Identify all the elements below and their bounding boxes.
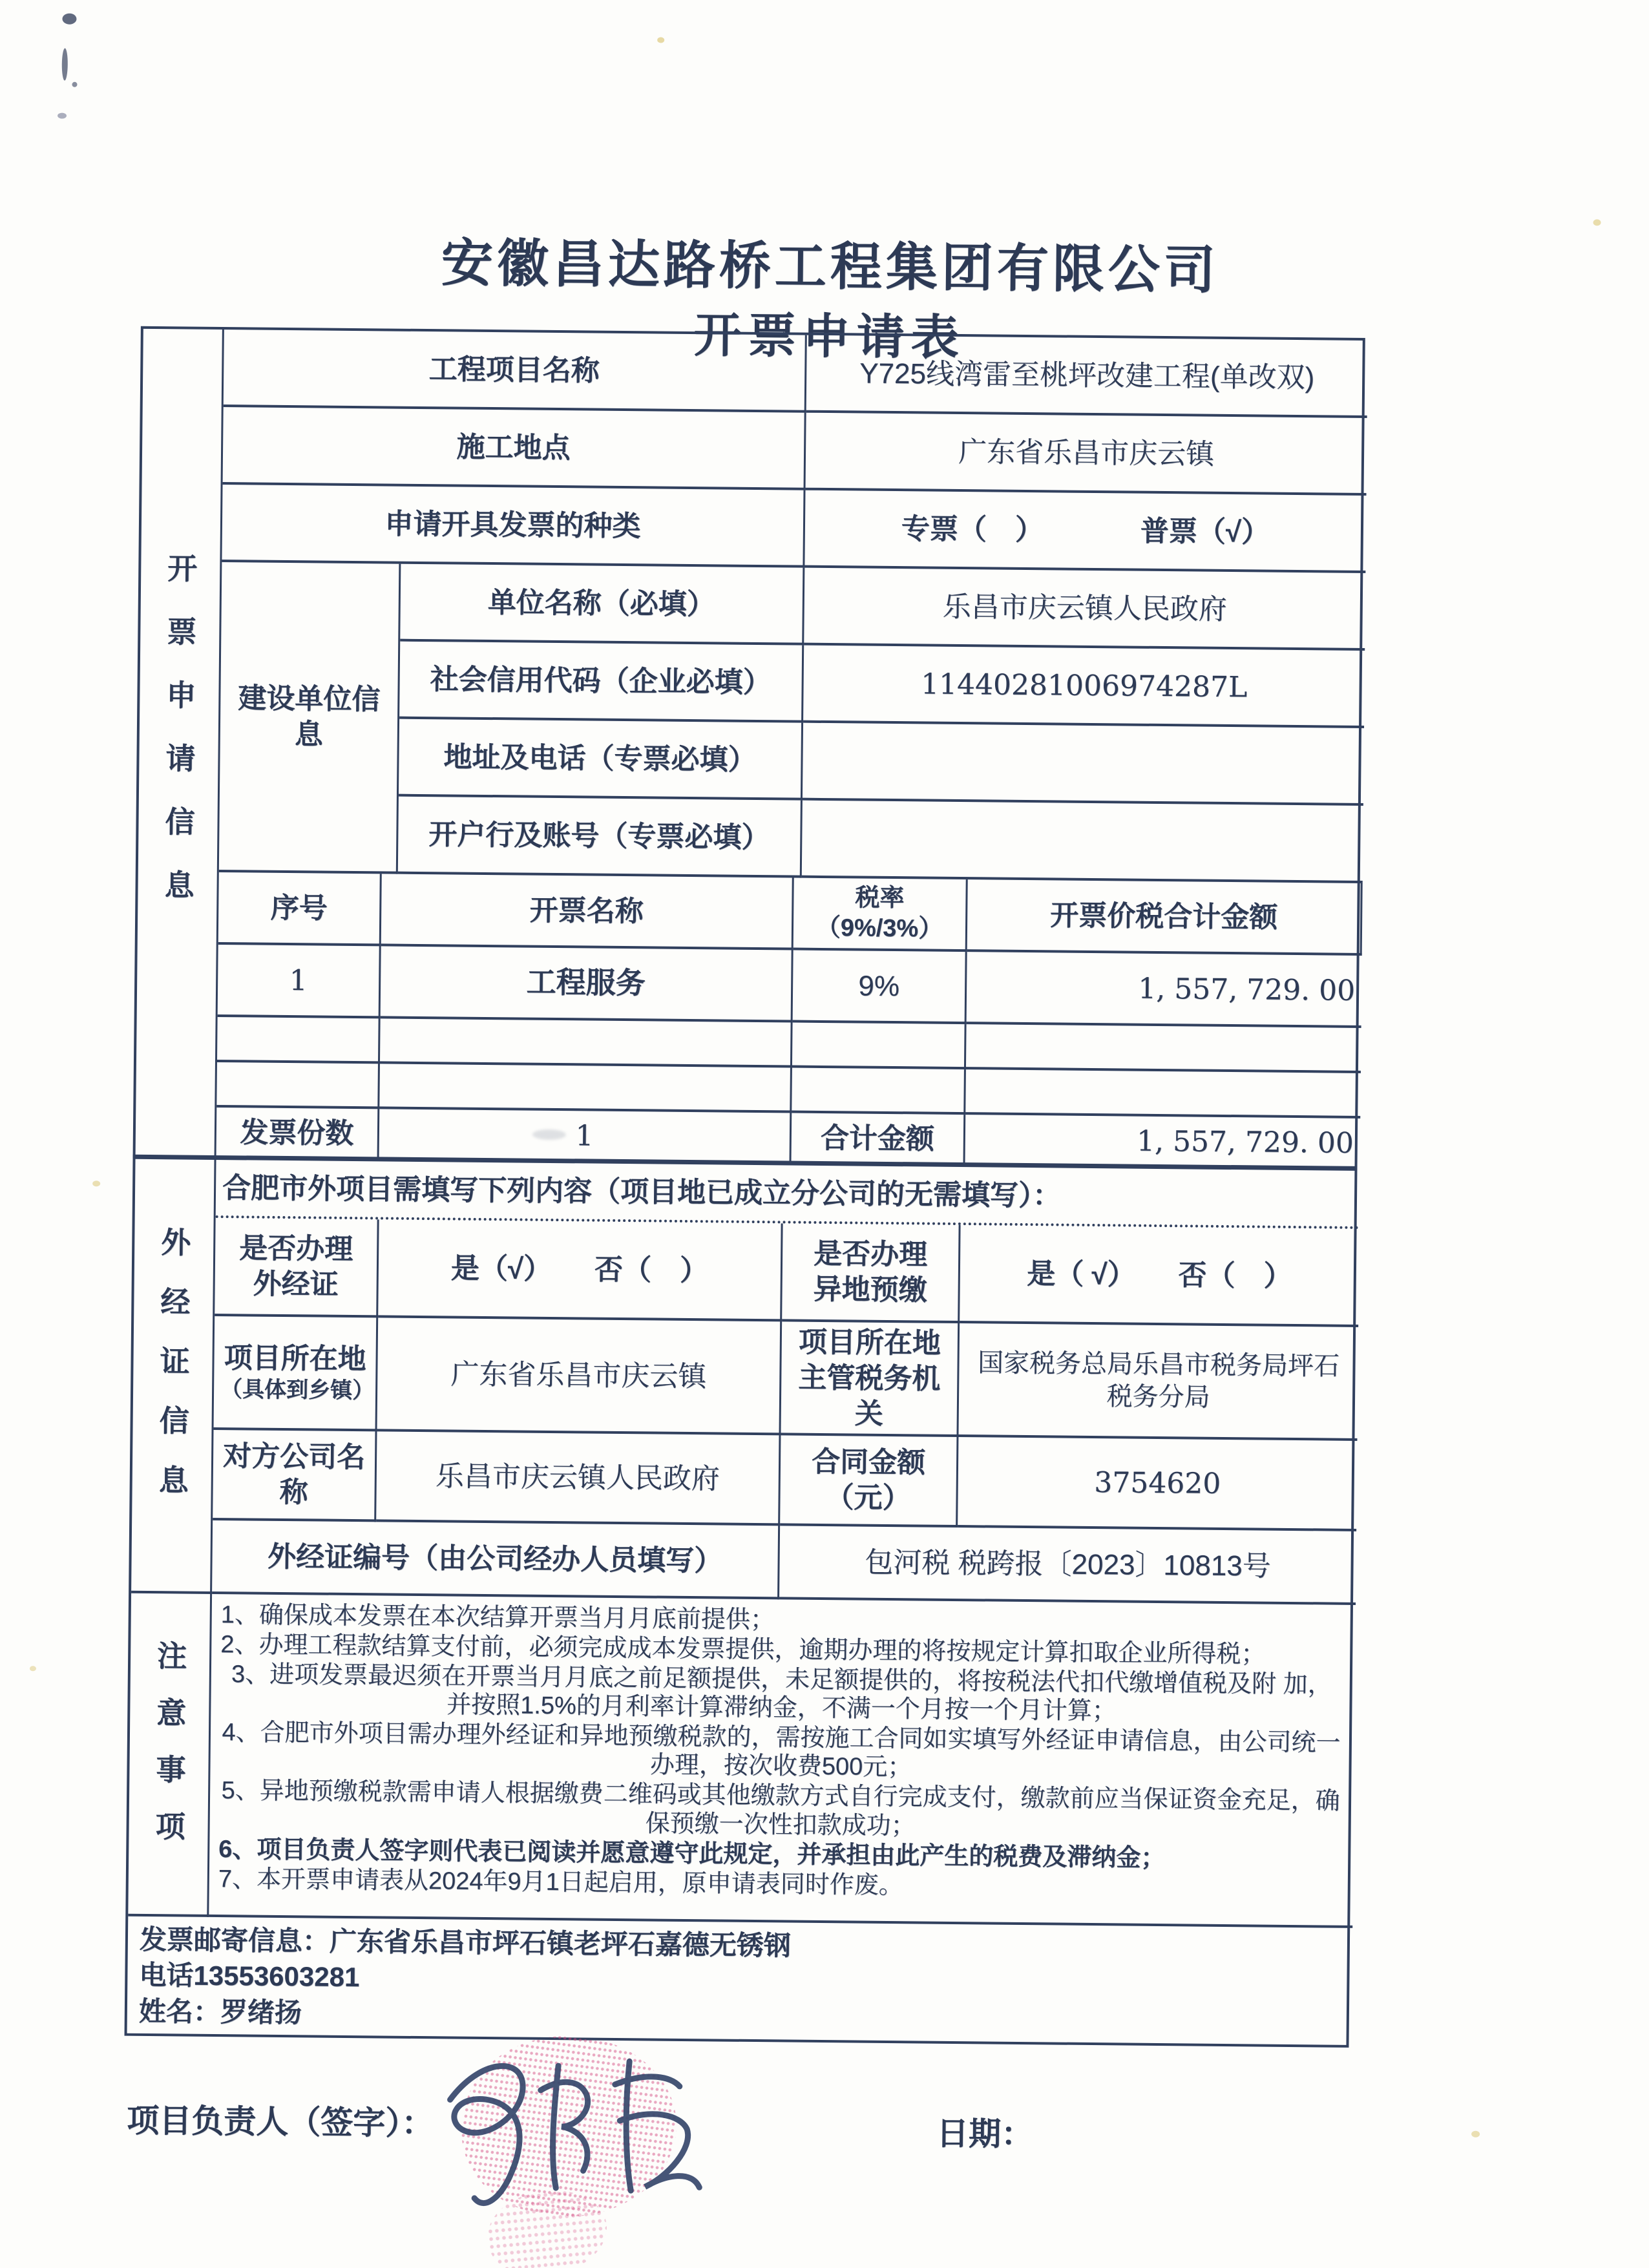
copies-value: 1 xyxy=(379,1109,792,1162)
site-value: 广东省乐昌市庆云镇 xyxy=(806,413,1367,496)
scan-speck xyxy=(62,14,76,25)
item-empty-cell xyxy=(380,1018,793,1067)
signature-scribble xyxy=(387,2022,751,2245)
mail-name-line: 姓名：罗绪扬 xyxy=(138,1995,302,2028)
site-label: 施工地点 xyxy=(223,407,806,490)
outside-hefei-intro: 合肥市外项目需填写下列内容（项目地已成立分公司的无需填写）： xyxy=(216,1160,1360,1229)
item-row-amount: 1, 557, 729. 00 xyxy=(967,952,1362,1028)
item-empty-cell xyxy=(216,1062,380,1109)
note-item-2: 2、办理工程款结算支付前，必须完成成本发票提供，逾期办理的将按规定计算扣取企业所得税； xyxy=(220,1631,1266,1668)
project-location-label xyxy=(214,1316,379,1431)
scan-speck-yellow xyxy=(657,37,664,43)
notes-list xyxy=(209,1594,1356,1928)
items-header-rate: 税率（9%/3%） xyxy=(793,878,968,952)
invoice-application-table xyxy=(133,326,1365,1170)
cert-question-label: 是否办理 外经证 xyxy=(215,1218,379,1318)
item-empty-cell xyxy=(217,1017,381,1064)
note-item-6: 6、项目负责人签字则代表已阅读并愿意遵守此规定，并承担由此产生的税费及滞纳金； xyxy=(218,1835,1166,1872)
prepay-question-label: 是否办理 异地预缴 xyxy=(782,1223,960,1323)
contract-amount-label: 合同金额 （元） xyxy=(780,1435,958,1528)
address-phone-value xyxy=(803,723,1364,806)
invoice-type-general-checked: 普票（√） xyxy=(1140,515,1270,549)
counterparty-value: 乐昌市庆云镇人民政府 xyxy=(376,1431,781,1526)
item-empty-cell xyxy=(965,1069,1361,1118)
note-item-4: 4、合肥市外项目需办理外经证和异地预缴税款的，需按施工合同如实填写外经证申请信息，由公司统一办理，按次收费500元； xyxy=(222,1719,1341,1781)
prepay-question-value: 是（ √） 否（ ） xyxy=(960,1225,1359,1327)
items-header-name: 开票名称 xyxy=(381,874,794,950)
total-value: 1, 557, 729. 00 xyxy=(1136,1124,1354,1160)
scan-speck xyxy=(58,113,67,119)
items-header-amount: 开票价税合计金额 xyxy=(967,879,1363,956)
item-row-rate: 9% xyxy=(793,950,967,1025)
builder-name-label: 单位名称（必填） xyxy=(400,564,804,646)
date-label: 日期： xyxy=(936,2115,1034,2153)
cert-number-label: 外经证编号（由公司经办人员填写） xyxy=(212,1520,780,1599)
invoice-type-special: 专票（ ） xyxy=(901,512,1044,546)
scan-speck-yellow xyxy=(30,1666,36,1671)
bank-account-value xyxy=(802,801,1363,883)
note-item-1: 1、确保成本发票在本次结算开票当月月底前提供； xyxy=(220,1601,775,1634)
items-header-no: 序号 xyxy=(218,872,382,946)
side-label-notes-text: 注意事项 xyxy=(151,1640,187,1868)
project-name-value: Y725线湾雷至桃坪改建工程(单改双) xyxy=(806,335,1368,418)
note-item-5: 5、异地预缴税款需申请人根据缴费二维码或其他缴款方式自行完成支付，缴款前应当保证资金充足，确保预缴一次性扣款成功； xyxy=(221,1777,1340,1840)
project-location-label-sub: （具体到乡镇） xyxy=(220,1377,375,1403)
credit-code-label: 社会信用代码（企业必填） xyxy=(399,642,804,723)
tax-office-label: 项目所在地 主管税务机关 xyxy=(781,1321,960,1437)
tax-office-value: 国家税务总局乐昌市税务局坪石税务分局 xyxy=(958,1323,1358,1441)
note-item-7: 7、本开票申请表从2024年9月1日起启用，原申请表同时作废。 xyxy=(218,1865,903,1899)
builder-name-value: 乐昌市庆云镇人民政府 xyxy=(804,568,1365,651)
item-row-name: 工程服务 xyxy=(381,946,793,1022)
cert-question-value: 是（√） 否（ ） xyxy=(378,1219,782,1321)
company-title: 安徽昌达路桥工程集团有限公司 xyxy=(441,234,1220,299)
credit-code-value: 11440281006974287L xyxy=(803,646,1365,728)
project-location-value: 广东省乐昌市庆云镇 xyxy=(377,1318,782,1435)
note-item-3: 3、进项发票最迟须在开票当月月底之前足额提供，未足额提供的，将按税法代扣代缴增值税及附 加，并按照1.5%的月利率计算滞纳金，不满一个月按一个月计算； xyxy=(231,1661,1332,1725)
scan-speck-yellow xyxy=(1593,219,1601,226)
total-label: 合计金额 xyxy=(792,1113,966,1164)
project-name-label: 工程项目名称 xyxy=(224,330,807,413)
scan-speck xyxy=(62,48,68,81)
contract-amount-value: 3754620 xyxy=(958,1437,1357,1531)
builder-group-label: 建设单位信息 xyxy=(219,562,401,874)
scan-speck xyxy=(72,82,77,87)
project-location-label-main: 项目所在地 xyxy=(224,1342,366,1376)
scan-speck-yellow xyxy=(92,1181,100,1186)
external-cert-table xyxy=(125,1155,1358,2048)
scan-speck-yellow xyxy=(1471,2131,1480,2137)
item-row-no: 1 xyxy=(218,945,381,1018)
cert-number-value: 包河税 税跨报〔2023〕10813号 xyxy=(779,1526,1356,1605)
invoice-type-label: 申请开具发票的种类 xyxy=(222,485,805,568)
bank-account-label: 开户行及账号（专票必填） xyxy=(398,797,803,878)
item-empty-cell xyxy=(379,1064,792,1113)
counterparty-label: 对方公司名称 xyxy=(213,1430,377,1522)
pencil-smudge xyxy=(532,1129,566,1140)
item-empty-cell xyxy=(792,1068,966,1115)
mail-address-line: 发票邮寄信息：广东省乐昌市坪石镇老坪石嘉德无锈钢 xyxy=(139,1924,792,1961)
item-empty-cell xyxy=(792,1023,967,1070)
side-label-notes xyxy=(128,1593,212,1917)
form-title: 开票申请表 xyxy=(693,308,966,365)
side-label-invoice-info-text: 开票申请信息 xyxy=(160,552,198,933)
mail-phone-line: 电话13553603281 xyxy=(139,1960,360,1993)
item-empty-cell xyxy=(966,1024,1361,1073)
side-label-external-cert xyxy=(131,1159,216,1594)
side-label-invoice-info xyxy=(136,329,224,1157)
side-label-external-cert-text: 外经证信息 xyxy=(154,1226,191,1524)
sign-label: 项目负责人（签字）： xyxy=(126,2102,434,2142)
copies-label: 发票份数 xyxy=(216,1108,380,1158)
address-phone-label: 地址及电话（专票必填） xyxy=(399,719,803,801)
invoice-type-value xyxy=(804,490,1366,573)
